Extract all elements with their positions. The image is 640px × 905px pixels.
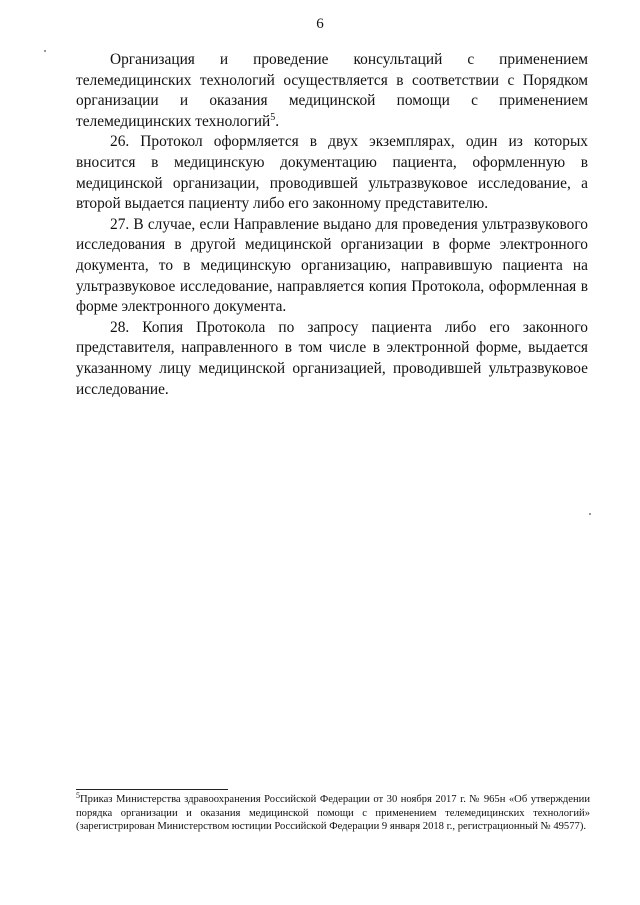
scan-speck <box>44 50 46 52</box>
paragraph-26: 26. Протокол оформляется в двух экземплярах, один из которых вносится в медицинскую документацию пациента, оформленную в медицинской организации, проводившей ультразвуковое исследование, а второй выдается пациенту либо его законному представителю. <box>76 133 588 213</box>
paragraph-text: Организация и проведение консультаций с применением телемедицинских технологий осуществляется в соответствии с Порядком организации и оказания медицинской помощи с применением телемедицинских технологий <box>76 51 588 130</box>
footnote-marker: 5 <box>76 791 80 800</box>
paragraph-27: 27. В случае, если Направление выдано для проведения ультразвукового исследования в другой медицинской организации в форме электронного документа, то в медицинскую организацию, направившую пациента на ультразвуковое исследование, направляется копия Протокола, оформленная в форме электронного документа. <box>76 215 588 316</box>
document-body <box>76 50 588 400</box>
footnote-separator <box>76 789 228 790</box>
footnote <box>76 793 590 834</box>
page-number: 6 <box>316 16 324 32</box>
footnote-reference: 5 <box>270 111 276 123</box>
paragraph-tail: . <box>275 112 280 130</box>
paragraph-28: 28. Копия Протокола по запросу пациента либо его законного представителя, направленного в том числе в электронной форме, выдается указанному лицу медицинской организацией, проводившей ультразвуковое исследование. <box>76 318 588 398</box>
scan-speck <box>589 513 591 515</box>
paragraph-consultations <box>76 50 588 132</box>
footnote-text: Приказ Министерства здравоохранения Российской Федерации от 30 ноября 2017 г. № 965н «Об утверждении порядка организации и оказания медицинской помощи с применением телемедицинских технологий» (зарегистрирован Министерством юстиции Российской Федерации 9 января 2018 г., регистрационный № 49577). <box>76 794 590 833</box>
